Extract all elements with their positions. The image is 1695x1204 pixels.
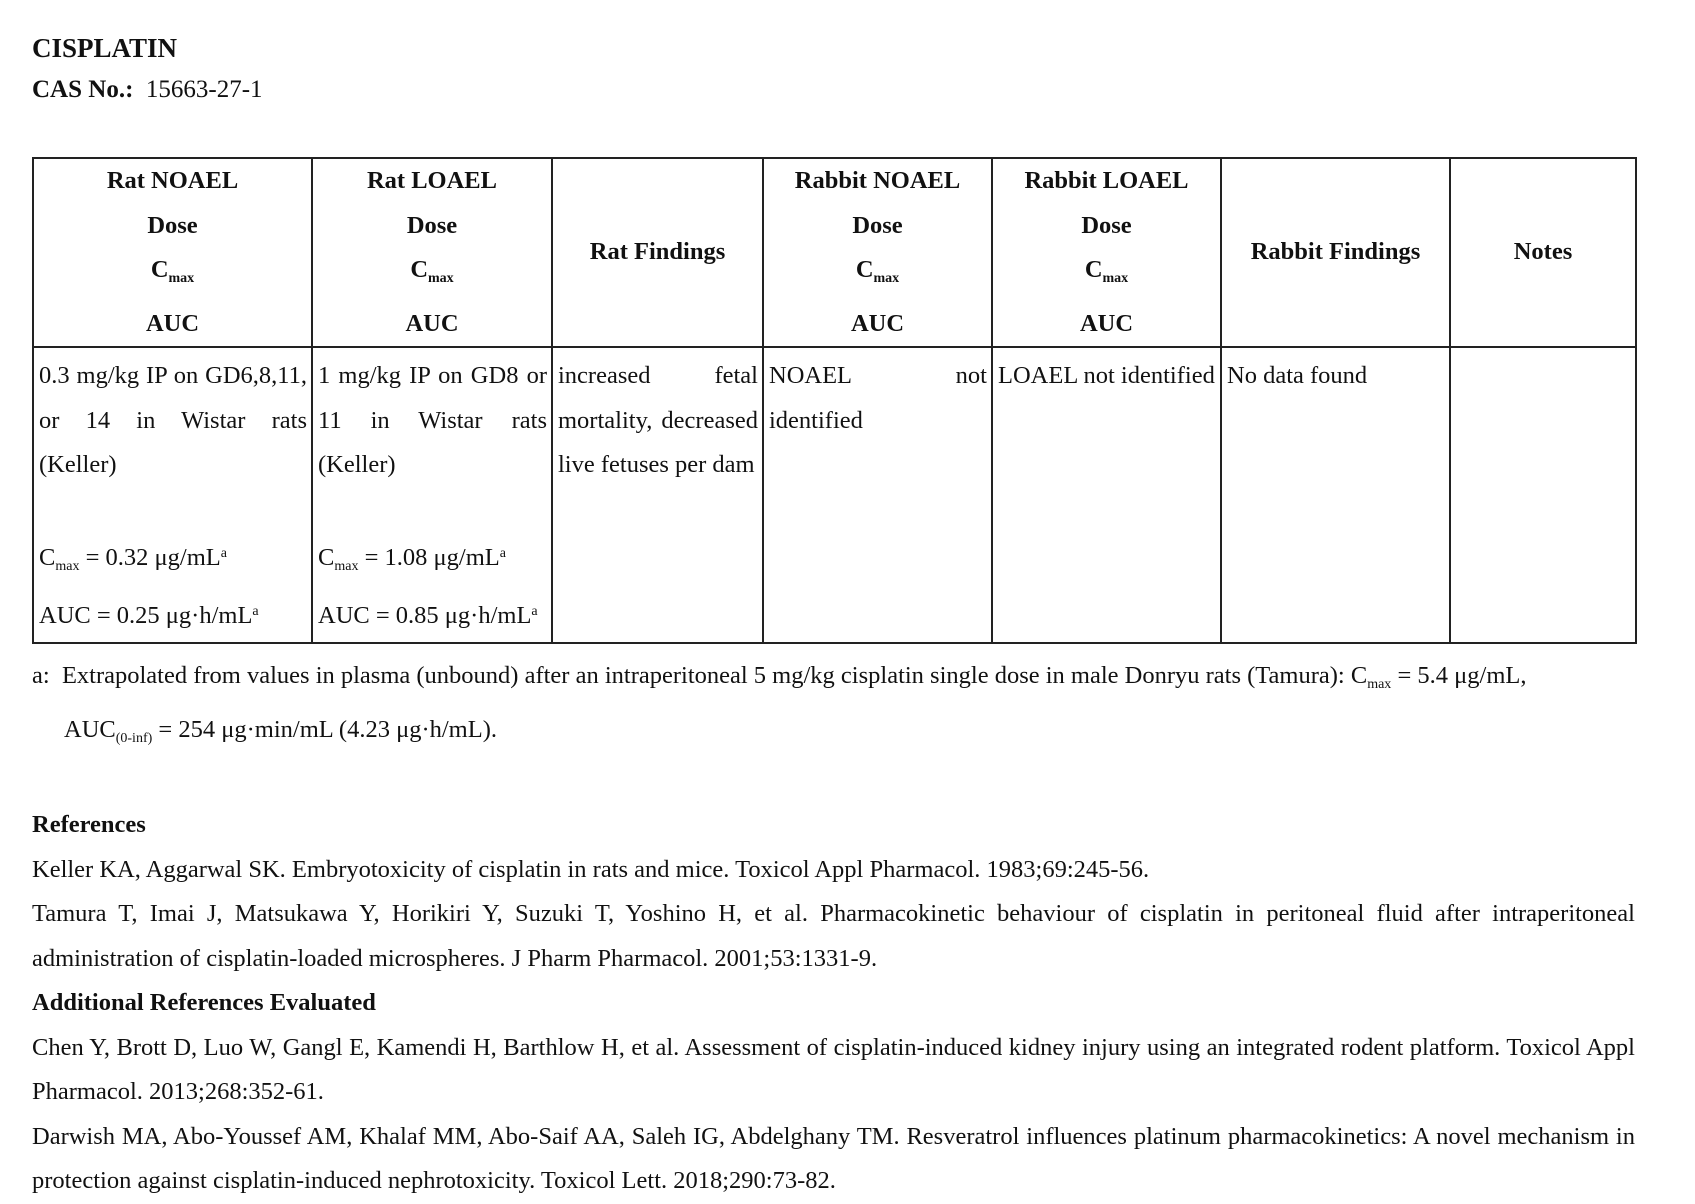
table-footnote [32, 654, 1635, 761]
header-rat-loael: Rat LOAEL Dose $C_{max}$ AUC [312, 158, 552, 347]
cell-notes [1450, 347, 1636, 643]
cas-value: 15663-27-1 [145, 76, 263, 103]
additional-references-heading: Additional References Evaluated [32, 989, 376, 1016]
rat-loael-cmax: $C_{max} = 1.08$ $\mu g/mL^a$ [318, 544, 506, 574]
header-rabbit-findings: Rabbit Findings [1221, 158, 1450, 347]
footnote-line-1: a: Extrapolated from values in plasma (unbound) after an intraperitoneal 5 mg/kg cisplatin single dose in male Donryu rats (Tamura): $C_{max} = 5.4$ μg/mL, [32, 662, 1527, 692]
rat-noael-dose: 0.3 mg/kg IP on GD6,8,11, or 14 in Wistar rats (Keller) [39, 362, 307, 478]
rat-loael-dose: 1 mg/kg IP on GD8 or 11 in Wistar rats (Keller) [318, 362, 547, 478]
document-page [32, 30, 1635, 1204]
reference-item: Tamura T, Imai J, Matsukawa Y, Horikiri Y, Suzuki T, Yoshino H, et al. Pharmacokinetic behaviour of cisplatin in peritoneal fluid after intraperitoneal administration of cisplatin-loaded microspheres. J Pharm Pharmacol. 2001;53:1331-9. [32, 900, 1635, 972]
footnote-line-2: $AUC_{(0-inf)} = 254$ μg·min/mL (4.23 μg·h/mL). [64, 715, 497, 746]
table-header-row [33, 158, 1636, 347]
rat-loael-auc: AUC = 0.85 $\mu g\cdot h/mL^a$ [318, 601, 538, 629]
cell-rat-noael [33, 347, 312, 643]
references-section [32, 803, 1635, 1204]
header-rabbit-noael: Rabbit NOAEL Dose $C_{max}$ AUC [763, 158, 992, 347]
cas-label: CAS No.: [32, 76, 134, 103]
cas-number [32, 73, 1635, 107]
reference-item: Keller KA, Aggarwal SK. Embryotoxicity of cisplatin in rats and mice. Toxicol Appl Pharmacol. 1983;69:245-56. [32, 855, 1150, 883]
rat-noael-auc: AUC = 0.25 $\mu g\cdot h/mL^a$ [39, 601, 259, 629]
rat-noael-cmax: $C_{max} = 0.32$ $\mu g/mL^a$ [39, 544, 227, 574]
header-rabbit-loael: Rabbit LOAEL Dose $C_{max}$ AUC [992, 158, 1221, 347]
header-rat-noael: Rat NOAEL Dose $C_{max}$ AUC [33, 158, 312, 347]
cell-rabbit-noael: NOAEL not identified [763, 347, 992, 643]
toxicity-table [32, 157, 1637, 644]
cell-rat-loael [312, 347, 552, 643]
references-heading: References [32, 811, 146, 838]
header-notes: Notes [1450, 158, 1636, 347]
reference-item: Chen Y, Brott D, Luo W, Gangl E, Kamendi H, Barthlow H, et al. Assessment of cisplatin-induced kidney injury using an integrated rodent platform. Toxicol Appl Pharmacol. 2013;268:352-61. [32, 1033, 1635, 1105]
cell-rat-findings: increased fetal mortality, decreased live fetuses per dam [552, 347, 763, 643]
cell-rabbit-findings: No data found [1221, 347, 1450, 643]
header-rat-findings: Rat Findings [552, 158, 763, 347]
reference-item: Darwish MA, Abo-Youssef AM, Khalaf MM, Abo-Saif AA, Saleh IG, Abdelghany TM. Resveratrol influences platinum pharmacokinetics: A novel mechanism in protection against cisplatin-induced nephrotoxicity. Toxicol Lett. 2018;290:73-82. [32, 1122, 1635, 1194]
table-row [33, 347, 1636, 643]
page-title: CISPLATIN [32, 33, 178, 63]
cell-rabbit-loael: LOAEL not identified [992, 347, 1221, 643]
